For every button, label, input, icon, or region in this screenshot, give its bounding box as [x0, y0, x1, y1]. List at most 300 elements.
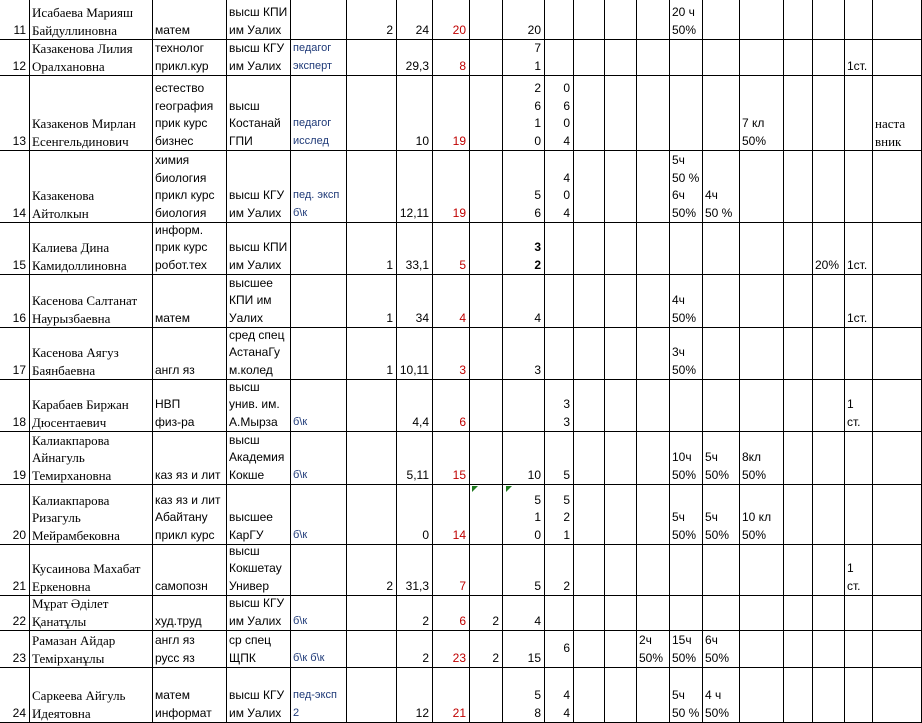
percent-cell[interactable]: [784, 151, 813, 223]
hours-cell[interactable]: [433, 151, 470, 223]
percent-cell[interactable]: [784, 380, 813, 432]
rate-cell[interactable]: [845, 76, 873, 151]
percent-cell[interactable]: [637, 668, 670, 723]
percent-cell[interactable]: [605, 380, 637, 432]
experience-cell[interactable]: [397, 275, 433, 328]
rate-cell[interactable]: [845, 328, 873, 380]
row-number-cell[interactable]: [0, 631, 30, 668]
education-cell[interactable]: [227, 0, 291, 40]
teacher-name-cell[interactable]: [30, 668, 153, 723]
empty-cell[interactable]: [574, 631, 605, 668]
load-cell[interactable]: [503, 40, 545, 76]
percent-cell[interactable]: [813, 485, 845, 545]
category-cell[interactable]: [291, 275, 347, 328]
percent-cell[interactable]: [605, 485, 637, 545]
percent-cell[interactable]: [670, 275, 703, 328]
category-cell[interactable]: [291, 432, 347, 485]
percent-cell[interactable]: [784, 0, 813, 40]
rate-cell[interactable]: [845, 223, 873, 275]
experience-cell[interactable]: [397, 76, 433, 151]
percent-cell[interactable]: [605, 40, 637, 76]
value-cell[interactable]: [470, 432, 503, 485]
value-cell[interactable]: [347, 485, 397, 545]
load-cell[interactable]: [545, 596, 574, 631]
value-cell[interactable]: [347, 328, 397, 380]
percent-cell[interactable]: [703, 328, 740, 380]
value-cell[interactable]: [347, 40, 397, 76]
category-cell[interactable]: [291, 328, 347, 380]
teacher-name-cell[interactable]: [30, 380, 153, 432]
rate-cell[interactable]: [845, 151, 873, 223]
value-cell[interactable]: [470, 380, 503, 432]
percent-cell[interactable]: [813, 0, 845, 40]
value-cell[interactable]: [470, 545, 503, 596]
percent-cell[interactable]: [605, 432, 637, 485]
education-cell[interactable]: [227, 631, 291, 668]
percent-cell[interactable]: [740, 380, 784, 432]
percent-cell[interactable]: [670, 0, 703, 40]
note-cell[interactable]: [873, 545, 922, 596]
category-cell[interactable]: [291, 40, 347, 76]
hours-cell[interactable]: [433, 631, 470, 668]
percent-cell[interactable]: [813, 380, 845, 432]
teacher-name-cell[interactable]: [30, 485, 153, 545]
load-cell[interactable]: [545, 151, 574, 223]
experience-cell[interactable]: [397, 668, 433, 723]
subject-cell[interactable]: [153, 0, 227, 40]
rate-cell[interactable]: [845, 485, 873, 545]
percent-cell[interactable]: [740, 328, 784, 380]
load-cell[interactable]: [545, 328, 574, 380]
category-cell[interactable]: [291, 76, 347, 151]
note-cell[interactable]: [873, 223, 922, 275]
subject-cell[interactable]: [153, 596, 227, 631]
percent-cell[interactable]: [813, 432, 845, 485]
value-cell[interactable]: [347, 380, 397, 432]
percent-cell[interactable]: [740, 0, 784, 40]
subject-cell[interactable]: [153, 432, 227, 485]
teacher-name-cell[interactable]: [30, 432, 153, 485]
note-cell[interactable]: [873, 380, 922, 432]
education-cell[interactable]: [227, 328, 291, 380]
rate-cell[interactable]: [845, 380, 873, 432]
load-cell[interactable]: [503, 223, 545, 275]
value-cell[interactable]: [347, 631, 397, 668]
empty-cell[interactable]: [574, 668, 605, 723]
load-cell[interactable]: [545, 0, 574, 40]
rate-cell[interactable]: [845, 432, 873, 485]
experience-cell[interactable]: [397, 223, 433, 275]
percent-cell[interactable]: [637, 380, 670, 432]
percent-cell[interactable]: [670, 545, 703, 596]
percent-cell[interactable]: [637, 596, 670, 631]
percent-cell[interactable]: [670, 40, 703, 76]
load-cell[interactable]: [545, 223, 574, 275]
subject-cell[interactable]: [153, 40, 227, 76]
percent-cell[interactable]: [605, 328, 637, 380]
cell-value: 1: [386, 310, 393, 325]
percent-cell[interactable]: [813, 151, 845, 223]
row-number-cell[interactable]: [0, 275, 30, 328]
percent-cell[interactable]: [605, 668, 637, 723]
subject-cell[interactable]: [153, 545, 227, 596]
note-cell[interactable]: [873, 631, 922, 668]
value-cell[interactable]: [347, 151, 397, 223]
percent-cell[interactable]: [605, 275, 637, 328]
percent-cell[interactable]: [740, 151, 784, 223]
hours-cell[interactable]: [433, 328, 470, 380]
percent-cell[interactable]: [813, 223, 845, 275]
teacher-name-cell[interactable]: [30, 545, 153, 596]
experience-cell[interactable]: [397, 40, 433, 76]
load-cell[interactable]: [545, 380, 574, 432]
row-number-cell[interactable]: [0, 328, 30, 380]
category-cell[interactable]: [291, 0, 347, 40]
note-cell[interactable]: [873, 40, 922, 76]
percent-cell[interactable]: [813, 596, 845, 631]
load-cell[interactable]: [545, 485, 574, 545]
empty-cell[interactable]: [574, 432, 605, 485]
education-cell[interactable]: [227, 485, 291, 545]
subject-cell[interactable]: [153, 76, 227, 151]
percent-cell[interactable]: [703, 275, 740, 328]
percent-cell[interactable]: [670, 668, 703, 723]
percent-cell[interactable]: [703, 596, 740, 631]
percent-cell[interactable]: [703, 223, 740, 275]
percent-cell[interactable]: [784, 275, 813, 328]
subject-cell[interactable]: [153, 380, 227, 432]
row-number-cell[interactable]: [0, 223, 30, 275]
percent-cell[interactable]: [637, 485, 670, 545]
percent-cell[interactable]: [784, 668, 813, 723]
category-cell[interactable]: [291, 380, 347, 432]
load-cell[interactable]: [503, 631, 545, 668]
percent-cell[interactable]: [637, 328, 670, 380]
percent-cell[interactable]: [670, 380, 703, 432]
percent-cell[interactable]: [703, 631, 740, 668]
hours-cell[interactable]: [433, 40, 470, 76]
category-cell[interactable]: [291, 151, 347, 223]
teacher-name-cell[interactable]: [30, 275, 153, 328]
experience-cell[interactable]: [397, 545, 433, 596]
load-cell[interactable]: [545, 432, 574, 485]
percent-cell[interactable]: [637, 0, 670, 40]
percent-cell[interactable]: [670, 485, 703, 545]
rate-cell[interactable]: [845, 545, 873, 596]
percent-cell[interactable]: [740, 40, 784, 76]
row-number-cell[interactable]: [0, 596, 30, 631]
empty-cell[interactable]: [574, 76, 605, 151]
subject-cell[interactable]: [153, 223, 227, 275]
percent-cell[interactable]: [784, 596, 813, 631]
load-cell[interactable]: [503, 668, 545, 723]
teacher-name-cell[interactable]: [30, 40, 153, 76]
load-cell[interactable]: [545, 668, 574, 723]
hours-cell[interactable]: [433, 668, 470, 723]
hours-cell[interactable]: [433, 76, 470, 151]
percent-cell[interactable]: [813, 76, 845, 151]
percent-cell[interactable]: [740, 432, 784, 485]
percent-cell[interactable]: [670, 596, 703, 631]
empty-cell[interactable]: [574, 380, 605, 432]
row-number-cell[interactable]: [0, 151, 30, 223]
hours-cell[interactable]: [433, 545, 470, 596]
experience-cell[interactable]: [397, 596, 433, 631]
category-cell[interactable]: [291, 668, 347, 723]
note-cell[interactable]: [873, 485, 922, 545]
row-number-cell[interactable]: [0, 432, 30, 485]
value-cell[interactable]: [470, 76, 503, 151]
row-number-cell[interactable]: [0, 485, 30, 545]
load-cell[interactable]: [503, 151, 545, 223]
rate-cell[interactable]: [845, 596, 873, 631]
value-cell[interactable]: [470, 596, 503, 631]
percent-cell[interactable]: [637, 275, 670, 328]
empty-cell[interactable]: [574, 596, 605, 631]
load-cell[interactable]: [503, 545, 545, 596]
percent-cell[interactable]: [637, 76, 670, 151]
cell-line: Байдуллиновна: [32, 22, 117, 38]
value-cell[interactable]: [347, 432, 397, 485]
teacher-name-cell[interactable]: [30, 223, 153, 275]
subject-cell[interactable]: [153, 631, 227, 668]
note-cell[interactable]: [873, 328, 922, 380]
percent-cell[interactable]: [740, 223, 784, 275]
percent-cell[interactable]: [605, 223, 637, 275]
empty-cell[interactable]: [574, 223, 605, 275]
subject-cell[interactable]: [153, 328, 227, 380]
row-number-cell[interactable]: [0, 76, 30, 151]
category-cell[interactable]: [291, 485, 347, 545]
value-cell[interactable]: [470, 151, 503, 223]
percent-cell[interactable]: [784, 40, 813, 76]
cell-line: география: [155, 98, 214, 113]
percent-cell[interactable]: [670, 76, 703, 151]
value-cell[interactable]: [347, 76, 397, 151]
percent-cell[interactable]: [740, 275, 784, 328]
value-cell[interactable]: [347, 668, 397, 723]
row-number-cell[interactable]: [0, 0, 30, 40]
load-cell[interactable]: [503, 0, 545, 40]
experience-cell[interactable]: [397, 432, 433, 485]
percent-cell[interactable]: [703, 485, 740, 545]
percent-cell[interactable]: [605, 545, 637, 596]
note-cell[interactable]: [873, 596, 922, 631]
education-cell[interactable]: [227, 40, 291, 76]
hours-cell[interactable]: [433, 432, 470, 485]
education-cell[interactable]: [227, 545, 291, 596]
education-cell[interactable]: [227, 275, 291, 328]
empty-cell[interactable]: [574, 328, 605, 380]
rate-cell[interactable]: [845, 0, 873, 40]
percent-cell[interactable]: [813, 545, 845, 596]
load-cell[interactable]: [545, 76, 574, 151]
subject-cell[interactable]: [153, 151, 227, 223]
subject-cell[interactable]: [153, 668, 227, 723]
cell-value: 21: [452, 705, 466, 720]
rate-cell[interactable]: [845, 40, 873, 76]
value-cell[interactable]: [347, 545, 397, 596]
experience-cell[interactable]: [397, 380, 433, 432]
percent-cell[interactable]: [670, 631, 703, 668]
note-cell[interactable]: [873, 432, 922, 485]
hours-cell[interactable]: [433, 0, 470, 40]
percent-cell[interactable]: [813, 275, 845, 328]
percent-cell[interactable]: [605, 76, 637, 151]
percent-cell[interactable]: [605, 0, 637, 40]
value-cell[interactable]: [470, 275, 503, 328]
value-cell[interactable]: [347, 223, 397, 275]
empty-cell[interactable]: [574, 40, 605, 76]
empty-cell[interactable]: [574, 275, 605, 328]
load-cell[interactable]: [503, 596, 545, 631]
percent-cell[interactable]: [784, 328, 813, 380]
percent-cell[interactable]: [703, 668, 740, 723]
rate-cell[interactable]: [845, 668, 873, 723]
note-cell[interactable]: [873, 76, 922, 151]
empty-cell[interactable]: [574, 545, 605, 596]
teacher-name-cell[interactable]: [30, 151, 153, 223]
load-cell[interactable]: [545, 631, 574, 668]
cell-line: 15: [527, 650, 541, 665]
load-cell[interactable]: [503, 76, 545, 151]
category-cell[interactable]: [291, 545, 347, 596]
percent-cell[interactable]: [813, 40, 845, 76]
note-cell[interactable]: [873, 275, 922, 328]
percent-cell[interactable]: [637, 432, 670, 485]
experience-cell[interactable]: [397, 631, 433, 668]
percent-cell[interactable]: [784, 631, 813, 668]
experience-cell[interactable]: [397, 328, 433, 380]
hours-cell[interactable]: [433, 275, 470, 328]
experience-cell[interactable]: [397, 151, 433, 223]
percent-cell[interactable]: [703, 40, 740, 76]
value-cell[interactable]: [470, 631, 503, 668]
load-cell[interactable]: [503, 328, 545, 380]
value-cell[interactable]: [470, 668, 503, 723]
load-cell[interactable]: [503, 432, 545, 485]
percent-cell[interactable]: [740, 596, 784, 631]
percent-cell[interactable]: [605, 631, 637, 668]
value-cell[interactable]: [470, 485, 503, 545]
hours-cell[interactable]: [433, 380, 470, 432]
percent-cell[interactable]: [637, 40, 670, 76]
education-cell[interactable]: [227, 432, 291, 485]
percent-cell[interactable]: [670, 328, 703, 380]
percent-cell[interactable]: [703, 151, 740, 223]
hours-cell[interactable]: [433, 485, 470, 545]
teacher-name-cell[interactable]: [30, 631, 153, 668]
percent-cell[interactable]: [637, 151, 670, 223]
value-cell[interactable]: [470, 0, 503, 40]
empty-cell[interactable]: [574, 151, 605, 223]
row-number-cell[interactable]: [0, 40, 30, 76]
percent-cell[interactable]: [637, 545, 670, 596]
education-cell[interactable]: [227, 151, 291, 223]
subject-cell[interactable]: [153, 275, 227, 328]
percent-cell[interactable]: [670, 432, 703, 485]
percent-cell[interactable]: [703, 432, 740, 485]
category-cell[interactable]: [291, 631, 347, 668]
rate-cell[interactable]: [845, 631, 873, 668]
value-cell[interactable]: [470, 40, 503, 76]
note-cell[interactable]: [873, 668, 922, 723]
percent-cell[interactable]: [813, 668, 845, 723]
percent-cell[interactable]: [703, 545, 740, 596]
percent-cell[interactable]: [740, 631, 784, 668]
education-cell[interactable]: [227, 76, 291, 151]
hours-cell[interactable]: [433, 223, 470, 275]
percent-cell[interactable]: [784, 485, 813, 545]
row-number-cell[interactable]: [0, 545, 30, 596]
percent-cell[interactable]: [740, 668, 784, 723]
teacher-name-cell[interactable]: [30, 0, 153, 40]
value-cell[interactable]: [347, 596, 397, 631]
education-cell[interactable]: [227, 668, 291, 723]
rate-cell[interactable]: [845, 275, 873, 328]
note-cell[interactable]: [873, 151, 922, 223]
load-cell[interactable]: [503, 380, 545, 432]
education-cell[interactable]: [227, 380, 291, 432]
load-cell[interactable]: [545, 545, 574, 596]
percent-cell[interactable]: [637, 223, 670, 275]
percent-cell[interactable]: [670, 151, 703, 223]
row-number-cell[interactable]: [0, 380, 30, 432]
percent-cell[interactable]: [703, 76, 740, 151]
load-cell[interactable]: [503, 275, 545, 328]
percent-cell[interactable]: [605, 596, 637, 631]
category-cell[interactable]: [291, 223, 347, 275]
value-cell[interactable]: [470, 223, 503, 275]
percent-cell[interactable]: [637, 631, 670, 668]
load-cell[interactable]: [545, 275, 574, 328]
empty-cell[interactable]: [574, 0, 605, 40]
percent-cell[interactable]: [813, 631, 845, 668]
load-cell[interactable]: [503, 485, 545, 545]
note-cell[interactable]: [873, 0, 922, 40]
experience-cell[interactable]: [397, 485, 433, 545]
percent-cell[interactable]: [605, 151, 637, 223]
percent-cell[interactable]: [784, 76, 813, 151]
value-cell[interactable]: [470, 328, 503, 380]
load-cell[interactable]: [545, 40, 574, 76]
percent-cell[interactable]: [703, 380, 740, 432]
empty-cell[interactable]: [574, 485, 605, 545]
teacher-name-cell[interactable]: [30, 328, 153, 380]
teacher-name-cell[interactable]: [30, 596, 153, 631]
experience-cell[interactable]: [397, 0, 433, 40]
value-cell[interactable]: [347, 0, 397, 40]
percent-cell[interactable]: [740, 76, 784, 151]
hours-cell[interactable]: [433, 596, 470, 631]
subject-cell[interactable]: [153, 485, 227, 545]
percent-cell[interactable]: [813, 328, 845, 380]
percent-cell[interactable]: [740, 545, 784, 596]
education-cell[interactable]: [227, 223, 291, 275]
education-cell[interactable]: [227, 596, 291, 631]
percent-cell[interactable]: [784, 545, 813, 596]
percent-cell[interactable]: [670, 223, 703, 275]
cell-line: 4: [534, 310, 541, 325]
percent-cell[interactable]: [784, 223, 813, 275]
percent-cell[interactable]: [784, 432, 813, 485]
row-number-cell[interactable]: [0, 668, 30, 723]
category-cell[interactable]: [291, 596, 347, 631]
value-cell[interactable]: [347, 275, 397, 328]
percent-cell[interactable]: [703, 0, 740, 40]
percent-cell[interactable]: [740, 485, 784, 545]
teacher-name-cell[interactable]: [30, 76, 153, 151]
